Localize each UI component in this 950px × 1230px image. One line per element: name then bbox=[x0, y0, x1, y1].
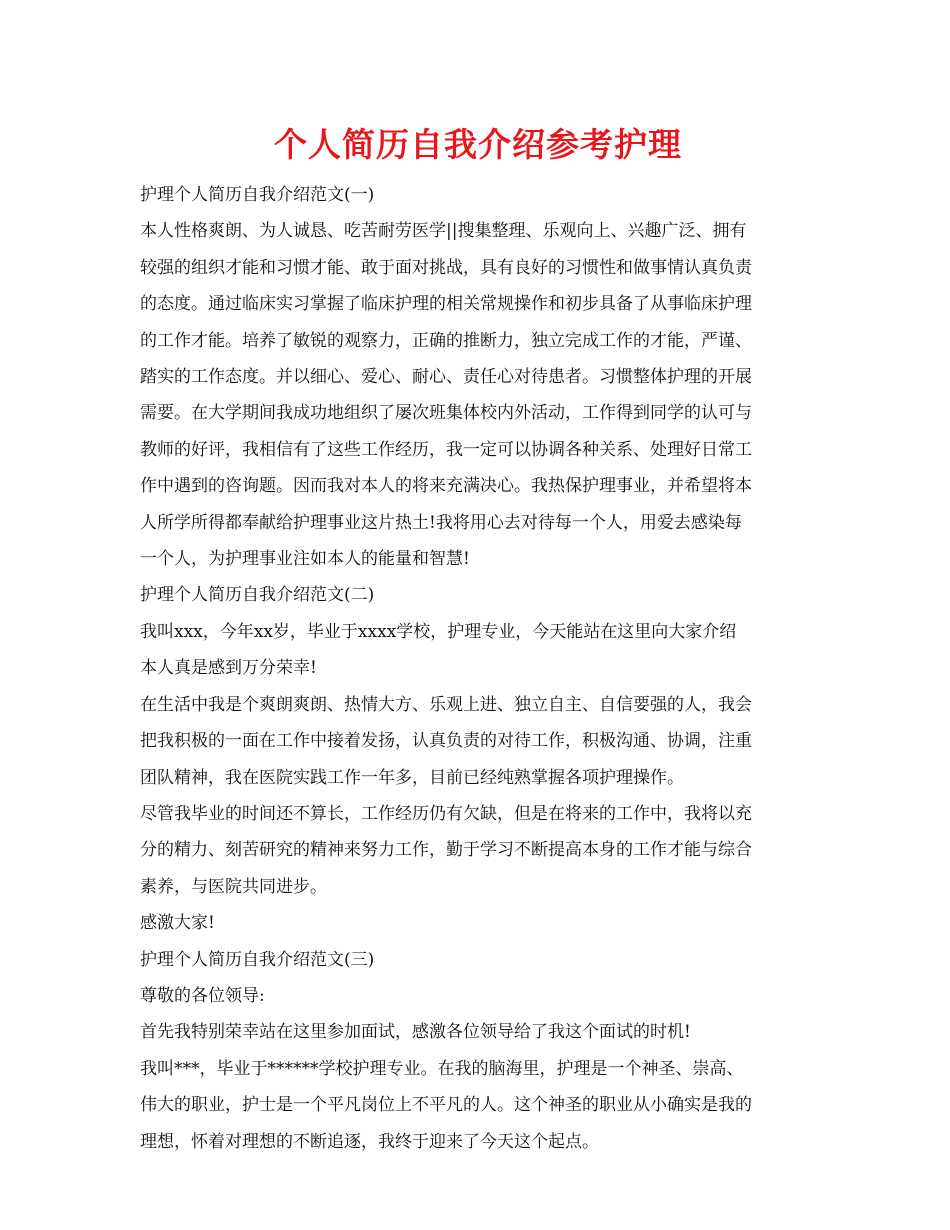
section-heading-2: 护理个人简历自我介绍范文(二) bbox=[140, 585, 375, 606]
text-line: 尊敬的各位领导: bbox=[140, 985, 265, 1006]
section-3-paragraph-1 bbox=[140, 978, 816, 1014]
text-line: 把我积极的一面在工作中接着发扬，认真负责的对待工作，积极沟通、协调，注重 bbox=[140, 731, 752, 752]
text-line: 踏实的工作态度。并以细心、爱心、耐心、责任心对待患者。习惯整体护理的开展 bbox=[140, 367, 752, 388]
text-line: 教师的好评，我相信有了这些工作经历，我一定可以协调各种关系、处理好日常工 bbox=[140, 439, 752, 460]
section-3-paragraph-3 bbox=[140, 1051, 816, 1160]
section-2-paragraph-1 bbox=[140, 614, 816, 687]
section-heading-3: 护理个人简历自我介绍范文(三) bbox=[140, 949, 375, 970]
text-line: 人所学所得都奉献给护理事业这片热土!我将用心去对待每一个人，用爱去感染每 bbox=[140, 512, 742, 533]
text-line: 在生活中我是个爽朗爽朗、热情大方、乐观上进、独立自主、自信要强的人，我会 bbox=[140, 694, 752, 715]
text-line: 分的精力、刻苦研究的精神来努力工作，勤于学习不断提高本身的工作才能与综合 bbox=[140, 840, 752, 861]
text-line: 尽管我毕业的时间还不算长，工作经历仍有欠缺，但是在将来的工作中，我将以充 bbox=[140, 803, 752, 824]
text-line: 伟大的职业，护士是一个平凡岗位上不平凡的人。这个神圣的职业从小确实是我的 bbox=[140, 1095, 752, 1116]
document-body bbox=[140, 122, 816, 1160]
text-line: 素养，与医院共同进步。 bbox=[140, 876, 327, 897]
text-line: 理想，怀着对理想的不断追逐，我终于迎来了今天这个起点。 bbox=[140, 1131, 599, 1152]
document-title: 个人简历自我介绍参考护理 bbox=[274, 125, 682, 164]
text-line: 作中遇到的咨询题。因而我对本人的将来充满决心。我热保护理事业，并希望将本 bbox=[140, 476, 752, 497]
text-line: 感激大家! bbox=[140, 913, 215, 934]
section-2-paragraph-2 bbox=[140, 687, 816, 796]
text-line: 首先我特别荣幸站在这里参加面试，感激各位领导给了我这个面试的时机! bbox=[140, 1022, 691, 1043]
text-line: 本人性格爽朗、为人诚恳、吃苦耐劳医学||搜集整理、乐观向上、兴趣广泛、拥有 bbox=[140, 221, 747, 242]
text-line: 较强的组织才能和习惯才能、敢于面对挑战，具有良好的习惯性和做事情认真负责 bbox=[140, 257, 752, 278]
section-2-paragraph-3 bbox=[140, 796, 816, 905]
section-3-paragraph-2 bbox=[140, 1014, 816, 1050]
text-line: 需要。在大学期间我成功地组织了屡次班集体校内外活动，工作得到同学的认可与 bbox=[140, 403, 752, 424]
text-line: 的工作才能。培养了敏锐的观察力，正确的推断力，独立完成工作的才能，严谨、 bbox=[140, 330, 752, 351]
section-1-paragraph bbox=[140, 213, 816, 577]
text-line: 本人真是感到万分荣幸! bbox=[140, 658, 317, 679]
text-line: 团队精神，我在医院实践工作一年多，目前已经纯熟掌握各项护理操作。 bbox=[140, 767, 684, 788]
text-line: 我叫***，毕业于******学校护理专业。在我的脑海里，护理是一个神圣、崇高、 bbox=[140, 1058, 744, 1079]
text-line: 我叫xxx，今年xx岁，毕业于xxxx学校，护理专业，今天能站在这里向大家介绍 bbox=[140, 621, 737, 642]
section-heading-1: 护理个人简历自我介绍范文(一) bbox=[140, 185, 375, 205]
section-2-paragraph-4 bbox=[140, 905, 816, 941]
text-line: 一个人，为护理事业注如本人的能量和智慧! bbox=[140, 549, 470, 570]
text-line: 的态度。通过临床实习掌握了临床护理的相关常规操作和初步具备了从事临床护理 bbox=[140, 294, 752, 315]
